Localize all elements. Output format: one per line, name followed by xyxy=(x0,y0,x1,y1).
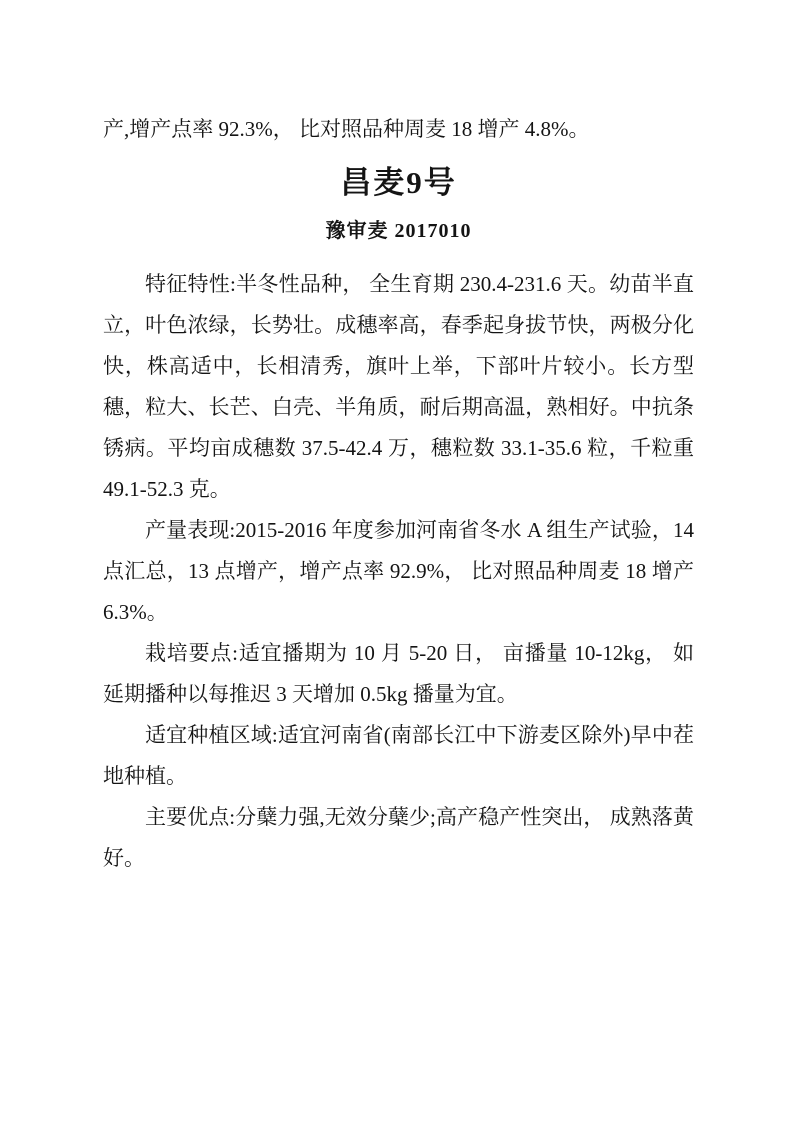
paragraph-yield-performance: 产量表现:2015-2016 年度参加河南省冬水 A 组生产试验，14 点汇总，13 点增产，增产点率 92.9%， 比对照品种周麦 18 增产 6.3%。 xyxy=(103,518,694,624)
paragraph-main-advantages: 主要优点:分蘖力强,无效分蘖少;高产稳产性突出， 成熟落黄好。 xyxy=(103,805,694,870)
paragraph-characteristics: 特征特性:半冬性品种， 全生育期 230.4-231.6 天。幼苗半直立，叶色浓绿，长势壮。成穗率高，春季起身拔节快，两极分化快，株高适中，长相清秀，旗叶上举，下部叶片较小。长方型穗，粒大、长芒、白壳、半角质，耐后期高温，熟相好。中抗条锈病。平均亩成穗数 37.5-42.4 万，穗粒数 33.1-35.6 粒，千粒重 49.1-52.3 克。 xyxy=(103,272,694,501)
paragraph-cultivation-points: 栽培要点:适宜播期为 10 月 5-20 日， 亩播量 10-12kg， 如延期播种以每推迟 3 天增加 0.5kg 播量为宜。 xyxy=(103,641,694,706)
continuation-line: 产,增产点率 92.3%， 比对照品种周麦 18 增产 4.8%。 xyxy=(103,117,590,141)
paragraph-suitable-regions: 适宜种植区域:适宜河南省(南部长江中下游麦区除外)早中茬地种植。 xyxy=(103,723,694,788)
variety-title: 昌麦9号 xyxy=(340,165,457,200)
approval-number: 豫审麦 2017010 xyxy=(325,220,472,242)
body-text xyxy=(103,264,694,879)
text-column xyxy=(103,109,694,879)
